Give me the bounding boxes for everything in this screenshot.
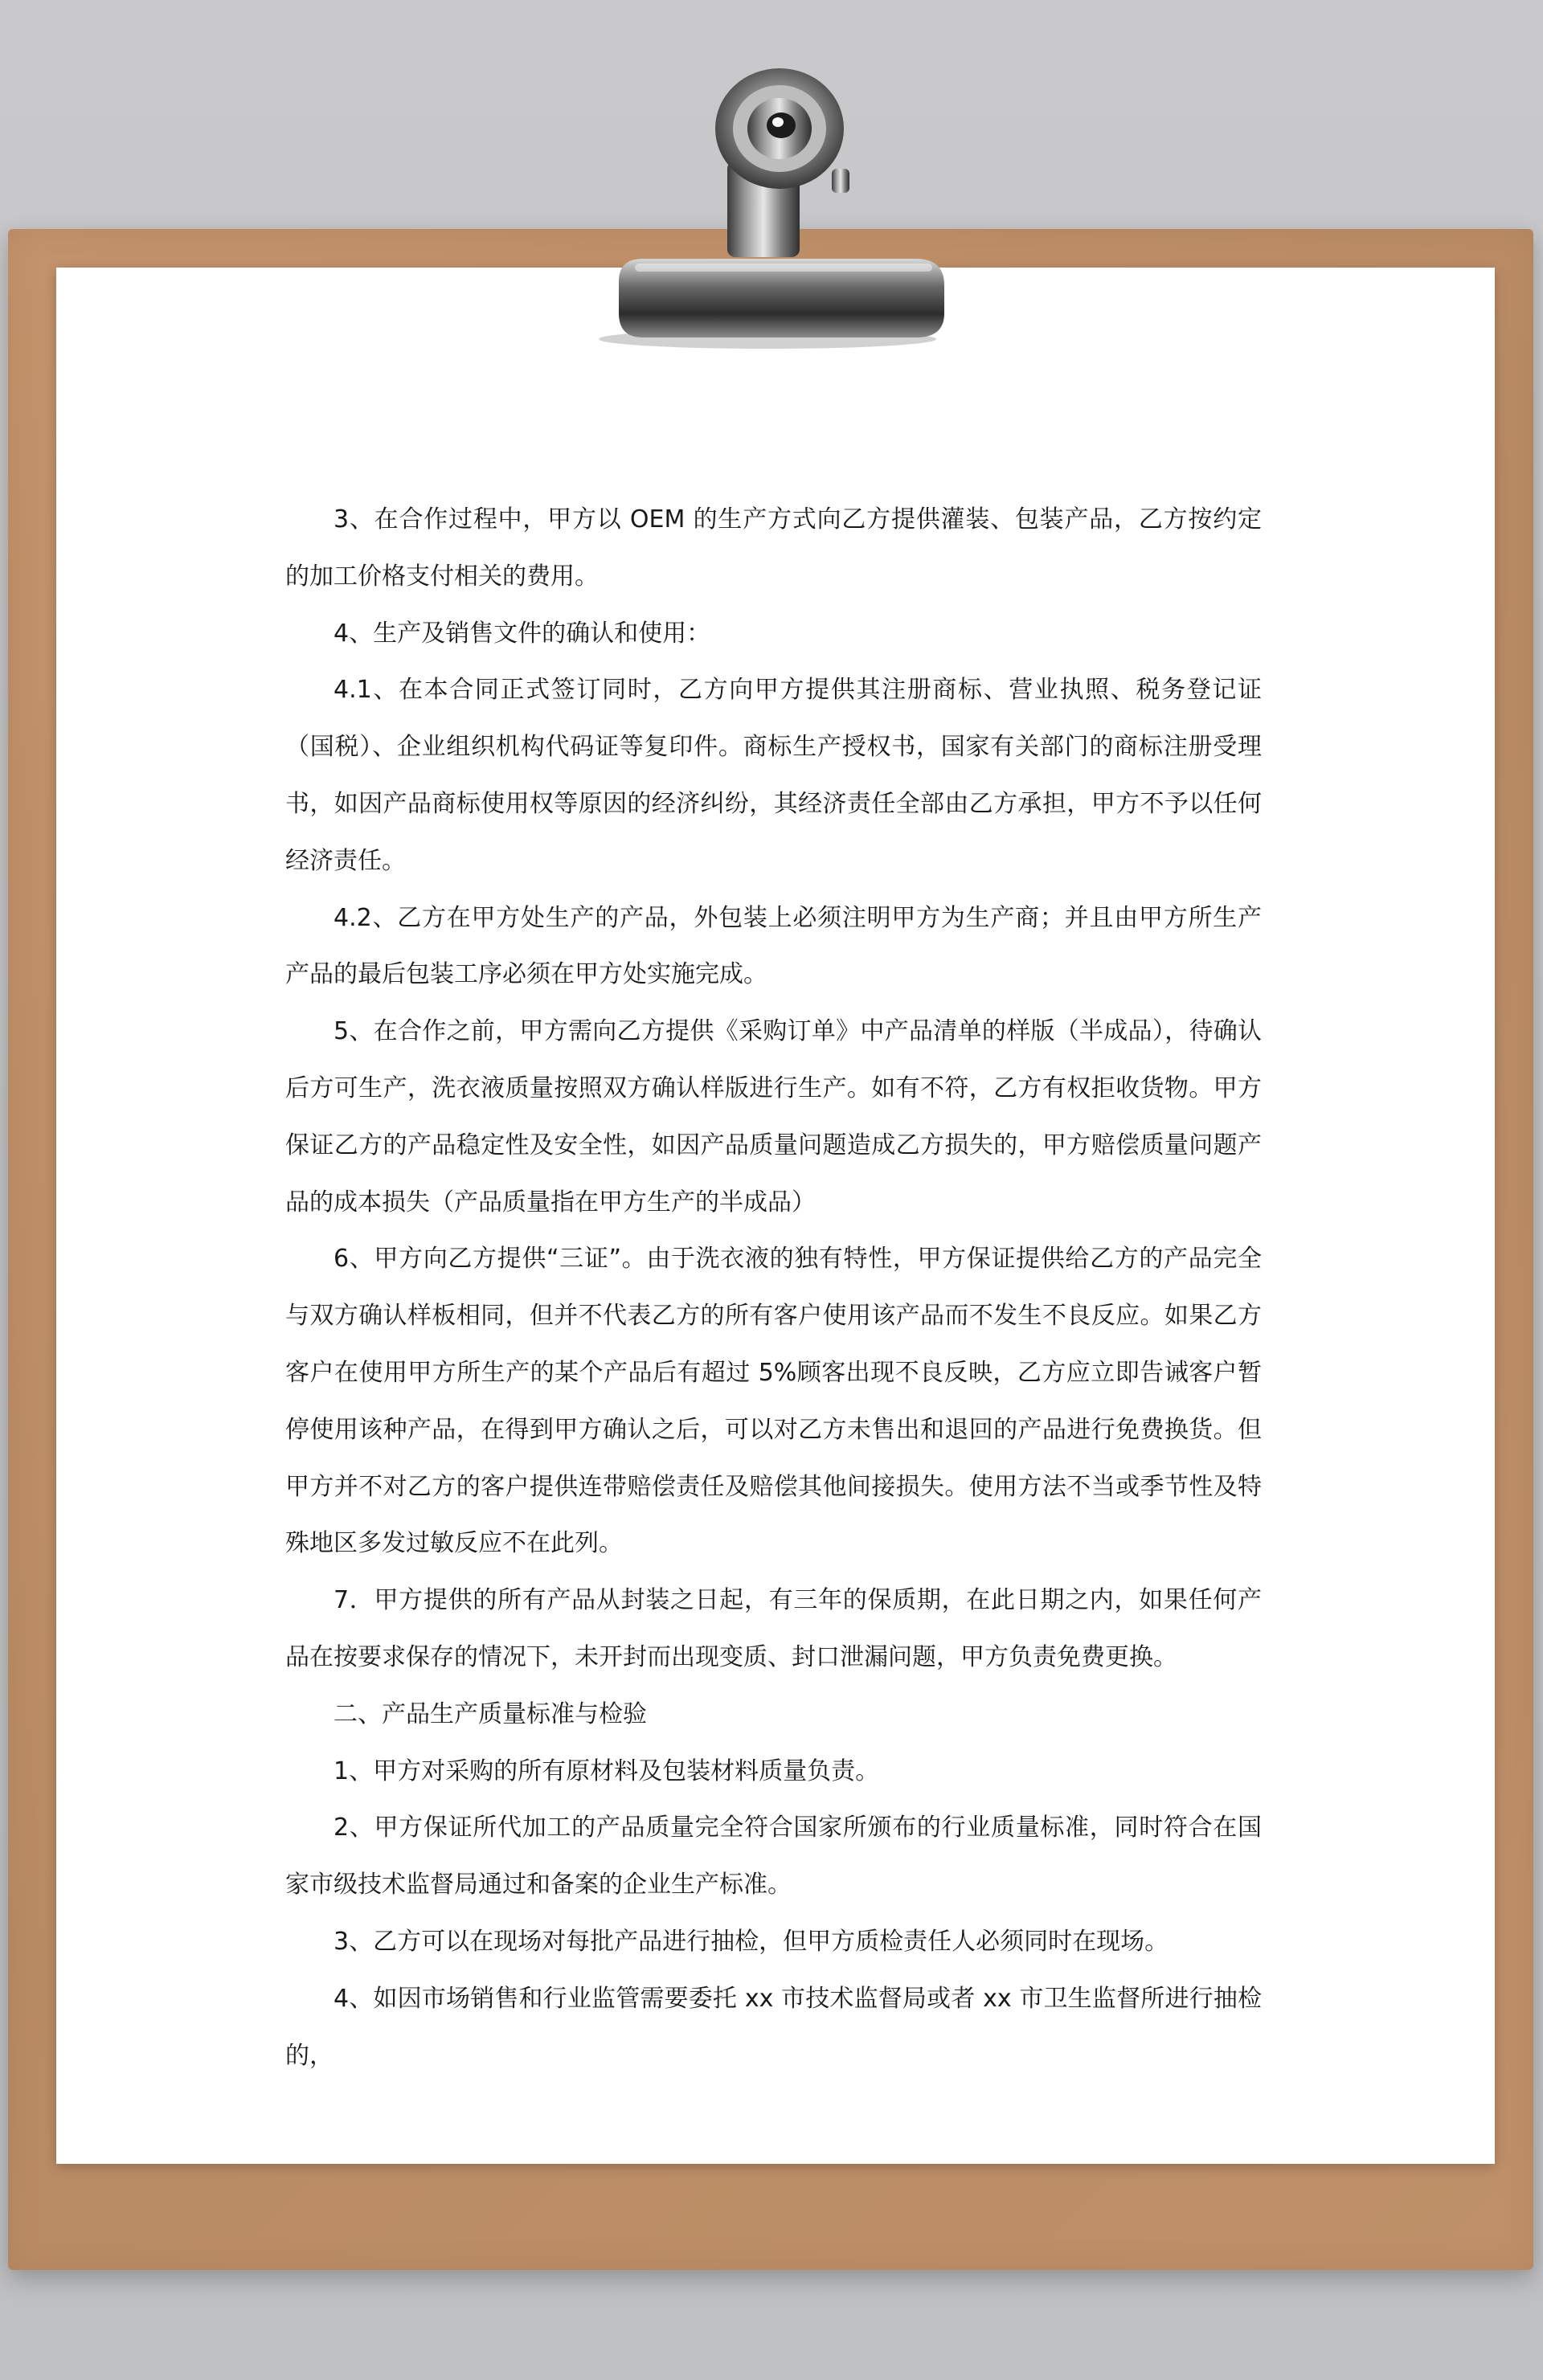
paragraph: 7．甲方提供的所有产品从封装之日起，有三年的保质期，在此日期之内，如果任何产品在按要求保存的情况下，未开封而出现变质、封口泄漏问题，甲方负责免费更换。	[285, 1586, 1262, 1671]
paragraph: 4.2、乙方在甲方处生产的产品，外包装上必须注明甲方为生产商；并且由甲方所生产产品的最后包装工序必须在甲方处实施完成。	[285, 903, 1262, 989]
paragraph: 1、甲方对采购的所有原材料及包装材料质量负责。	[334, 1756, 880, 1785]
section-heading: 二、产品生产质量标准与检验	[334, 1699, 647, 1728]
paragraph: 4、生产及销售文件的确认和使用：	[334, 619, 711, 648]
paragraph: 5、在合作之前，甲方需向乙方提供《采购订单》中产品清单的样版（半成品），待确认后方可生产，洗衣液质量按照双方确认样版进行生产。如有不符，乙方有权拒收货物。甲方保证乙方的产品稳定性及安全性，如因产品质量问题造成乙方损失的，甲方赔偿质量问题产品的成本损失（产品质量指在甲方生产的半成品）	[285, 1017, 1262, 1217]
paragraph: 2、甲方保证所代加工的产品质量完全符合国家所颁布的行业质量标准，同时符合在国家市级技术监督局通过和备案的企业生产标准。	[285, 1814, 1262, 1900]
paragraph: 3、乙方可以在现场对每批产品进行抽检，但甲方质检责任人必须同时在现场。	[334, 1927, 1169, 1956]
paragraph: 4、如因市场销售和行业监管需要委托 xx 市技术监督局或者 xx 市卫生监督所进行抽检的，	[285, 1984, 1262, 2070]
document-body	[285, 492, 1262, 2084]
binder-clip-icon	[579, 48, 948, 354]
paragraph: 6、甲方向乙方提供“三证”。由于洗衣液的独有特性，甲方保证提供给乙方的产品完全与双方确认样板相同，但并不代表乙方的所有客户使用该产品而不发生不良反应。如果乙方客户在使用甲方所生产的某个产品后有超过 5%顾客出现不良反映，乙方应立即告诫客户暂停使用该种产品，在得到甲方确认之后，可以对乙方未售出和退回的产品进行免费换货。但甲方并不对乙方的客户提供连带赔偿责任及赔偿其他间接损失。使用方法不当或季节性及特殊地区多发过敏反应不在此列。	[285, 1245, 1262, 1558]
paragraph: 4.1、在本合同正式签订同时，乙方向甲方提供其注册商标、营业执照、税务登记证（国税）、企业组织机构代码证等复印件。商标生产授权书，国家有关部门的商标注册受理书，如因产品商标使用权等原因的经济纠纷，其经济责任全部由乙方承担，甲方不予以任何经济责任。	[285, 676, 1262, 875]
paragraph: 3、在合作过程中，甲方以 OEM 的生产方式向乙方提供灌装、包装产品，乙方按约定的加工价格支付相关的费用。	[285, 505, 1262, 591]
